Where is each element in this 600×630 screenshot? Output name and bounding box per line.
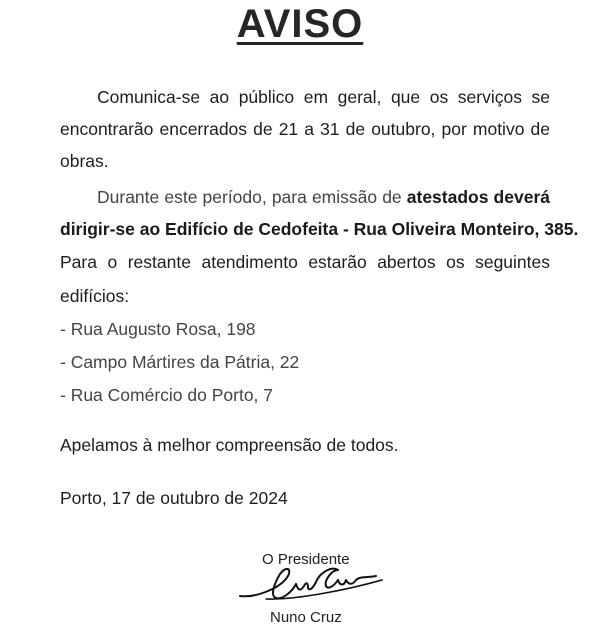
paragraph-3-line-1: Para o restante atendimento estarão abertos os seguintes xyxy=(60,252,550,272)
paragraph-1-line-1: Comunica-se ao público em geral, que os serviços se xyxy=(97,87,550,107)
building-item-1: - Rua Augusto Rosa, 198 xyxy=(60,319,256,339)
paragraph-2-line-2: dirigir-se ao Edifício de Cedofeita - Rua Oliveira Monteiro, 385. xyxy=(60,219,579,239)
signature-image xyxy=(236,558,386,606)
date-line: Porto, 17 de outubro de 2024 xyxy=(60,488,288,508)
paragraph-3-line-2: edifícios: xyxy=(60,286,130,306)
paragraph-2-regular-text: Durante este período, para emissão de xyxy=(97,187,407,207)
signer-title: O Presidente xyxy=(262,551,350,568)
paragraph-2-line-1 xyxy=(60,186,550,208)
paragraph-2-bold-text: atestados deverá xyxy=(406,187,550,207)
signer-name: Nuno Cruz xyxy=(270,609,342,626)
closing-line: Apelamos à melhor compreensão de todos. xyxy=(60,435,399,455)
building-item-3: - Rua Comércio do Porto, 7 xyxy=(60,385,274,405)
building-item-2: - Campo Mártires da Pátria, 22 xyxy=(60,352,300,372)
paragraph-1-line-2: encontrarão encerrados de 21 a 31 de outubro, por motivo de xyxy=(60,119,550,139)
signature-strokes xyxy=(240,569,382,599)
paragraph-1-line-3: obras. xyxy=(60,151,109,171)
notice-title: AVISO xyxy=(236,2,364,46)
